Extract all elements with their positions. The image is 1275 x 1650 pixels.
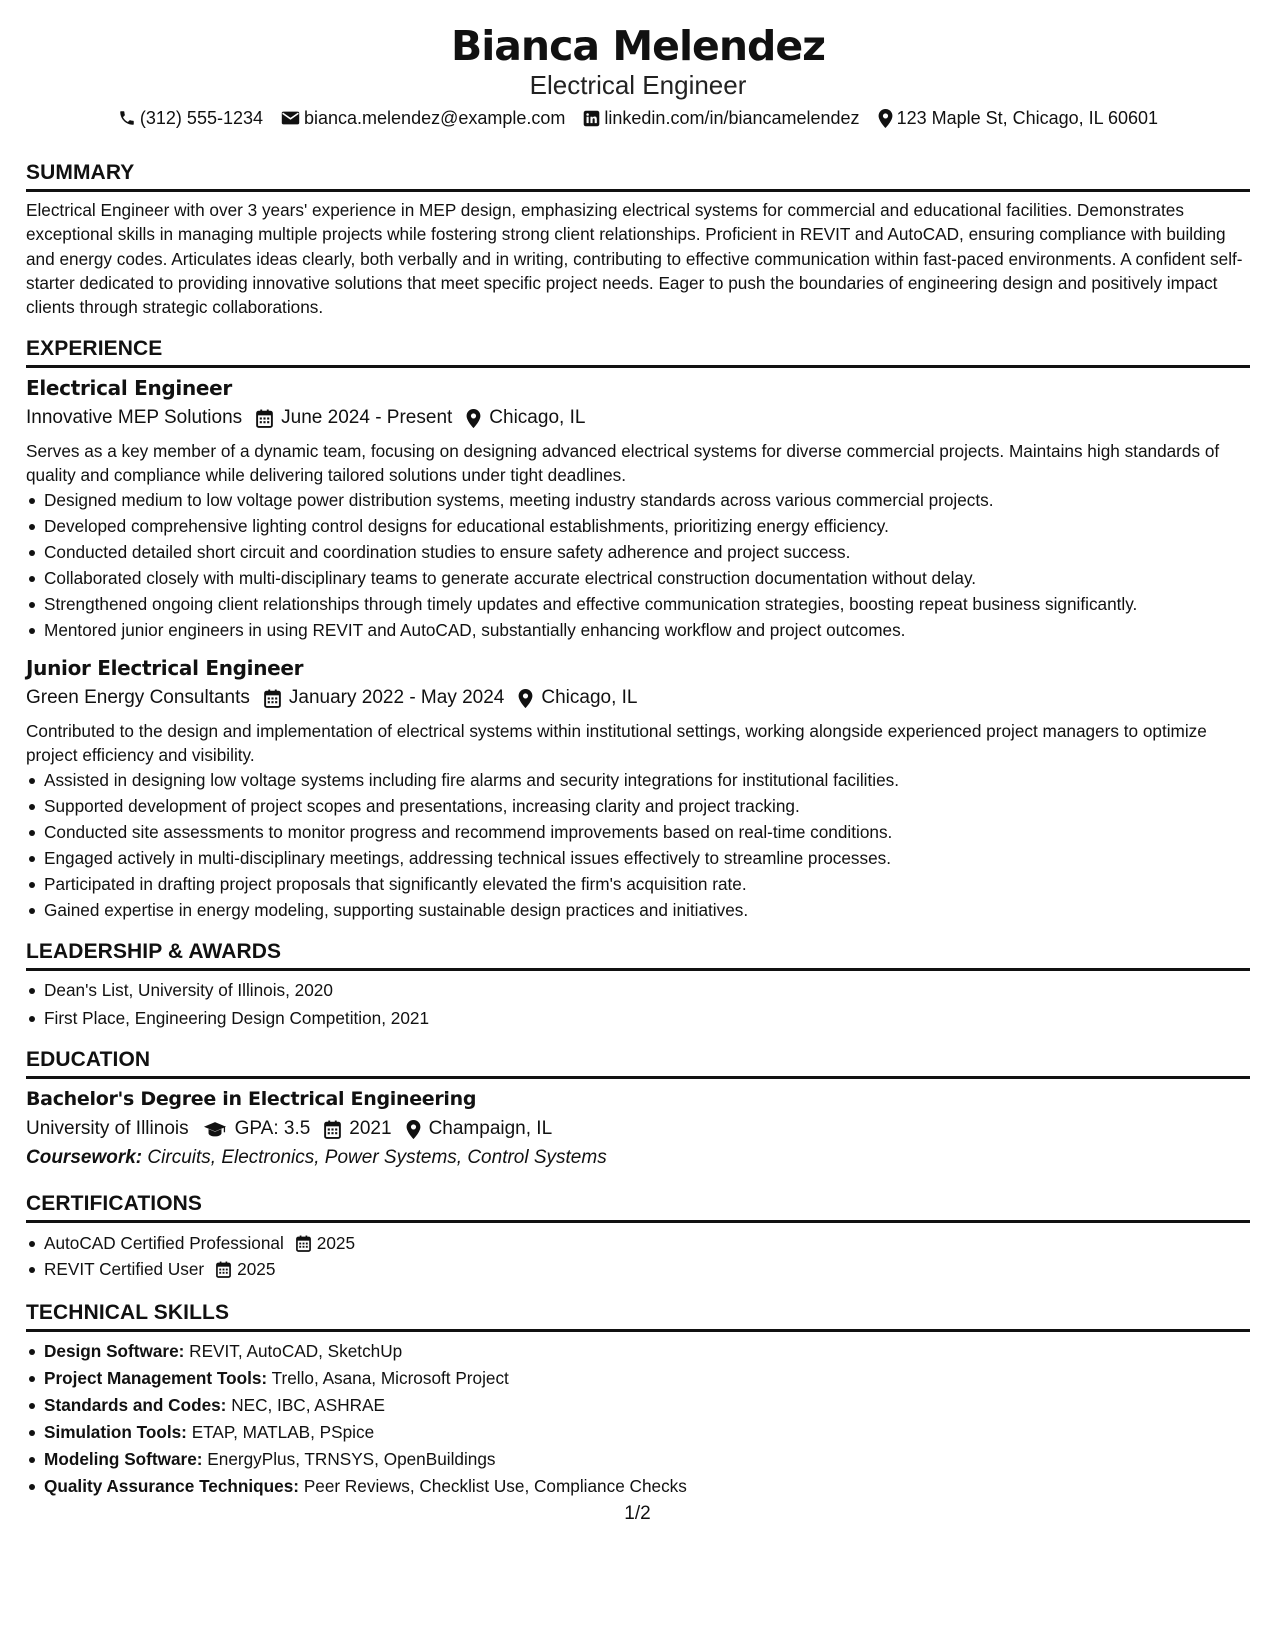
job-meta: [26, 404, 1250, 432]
skill-value: NEC, IBC, ASHRAE: [231, 1395, 385, 1416]
job-entry: [26, 654, 1250, 922]
skill-label: Quality Assurance Techniques:: [44, 1476, 300, 1497]
job-location: Chicago, IL: [541, 687, 638, 709]
cert-name: AutoCAD Certified Professional: [44, 1233, 284, 1254]
graduation-year: 2021: [349, 1118, 392, 1140]
map-pin-icon: [406, 1120, 421, 1139]
skills-section: [26, 1300, 1250, 1498]
list-item: Mentored junior engineers in using REVIT and AutoCAD, substantially enhancing workflow and project outcomes.: [26, 618, 1250, 642]
map-pin-icon: [878, 109, 893, 128]
education-meta: [26, 1115, 1250, 1143]
section-heading: LEADERSHIP & AWARDS: [26, 939, 1250, 971]
graduation-cap-icon: [203, 1121, 227, 1138]
education-entry: [26, 1085, 1250, 1172]
phone-text: (312) 555-1234: [139, 108, 263, 128]
skill-value: ETAP, MATLAB, PSpice: [191, 1422, 375, 1443]
calendar-icon: [324, 1120, 341, 1139]
list-item: [26, 1231, 1250, 1255]
job-entry: [26, 374, 1250, 642]
job-description: Contributed to the design and implementation of electrical systems within institutional settings, working alongside experienced project managers to optimize project efficiency and visibility.: [26, 721, 1207, 766]
leadership-section: [26, 939, 1250, 1030]
job-dates: June 2024 - Present: [281, 407, 453, 429]
section-heading: CERTIFICATIONS: [26, 1191, 1250, 1223]
calendar-icon: [216, 1261, 231, 1278]
map-pin-icon: [466, 409, 481, 428]
list-item: Assisted in designing low voltage systems including fire alarms and security integrations for institutional facilities.: [26, 768, 1250, 792]
contact-bar: [26, 106, 1250, 130]
calendar-icon: [256, 409, 273, 428]
cert-year: 2025: [237, 1259, 276, 1280]
list-item: Conducted site assessments to monitor progress and recommend improvements based on real-time conditions.: [26, 820, 1250, 844]
list-item: [26, 1474, 1250, 1498]
skill-value: Peer Reviews, Checklist Use, Compliance Checks: [303, 1476, 687, 1497]
list-item: Dean's List, University of Illinois, 2020: [26, 978, 1250, 1002]
email-text: bianca.melendez@example.com: [304, 108, 566, 128]
school-location: Champaign, IL: [428, 1118, 553, 1140]
skill-label: Modeling Software:: [44, 1449, 203, 1470]
list-item: Collaborated closely with multi-disciplinary teams to generate accurate electrical construction documentation without delay.: [26, 566, 1250, 590]
job-location: Chicago, IL: [489, 407, 586, 429]
certifications-section: [26, 1191, 1250, 1281]
skill-value: Trello, Asana, Microsoft Project: [271, 1368, 509, 1389]
map-pin-icon: [518, 689, 533, 708]
school-name: University of Illinois: [26, 1118, 189, 1140]
skill-value: EnergyPlus, TRNSYS, OpenBuildings: [207, 1449, 496, 1470]
job-bullets: [26, 768, 1250, 922]
linkedin-text: linkedin.com/in/biancamelendez: [604, 108, 860, 128]
list-item: Conducted detailed short circuit and coordination studies to ensure safety adherence and project success.: [26, 540, 1250, 564]
gpa-text: GPA: 3.5: [234, 1118, 311, 1140]
skills-list: [26, 1339, 1250, 1498]
resume-header: [26, 22, 1250, 130]
list-item: Strengthened ongoing client relationships through timely updates and effective communication strategies, boosting repeat business significantly.: [26, 592, 1250, 616]
list-item: Developed comprehensive lighting control designs for educational establishments, prioritizing energy efficiency.: [26, 514, 1250, 538]
contact-address: [878, 106, 1159, 130]
skill-label: Simulation Tools:: [44, 1422, 187, 1443]
list-item: [26, 1339, 1250, 1363]
job-meta: [26, 684, 1250, 712]
list-item: [26, 1420, 1250, 1444]
section-heading: EXPERIENCE: [26, 336, 1250, 368]
cert-name: REVIT Certified User: [44, 1259, 205, 1280]
page-number: 1/2: [624, 1503, 651, 1524]
list-item: Designed medium to low voltage power distribution systems, meeting industry standards across various commercial projects.: [26, 488, 1250, 512]
education-section: [26, 1047, 1250, 1172]
coursework-line: [26, 1144, 1250, 1172]
awards-list: [26, 978, 1250, 1030]
certifications-list: [26, 1231, 1250, 1281]
job-description: Serves as a key member of a dynamic team, focusing on designing advanced electrical systems for diverse commercial projects. Maintains high standards of quality and compliance while delivering tailored solutions under tight deadlines.: [26, 441, 1220, 486]
company-name: Green Energy Consultants: [26, 687, 250, 709]
summary-text: Electrical Engineer with over 3 years' experience in MEP design, emphasizing electrical systems for commercial and educational facilities. Demonstrates exceptional skills in managing multiple projects while fostering strong client relationships. Proficient in REVIT and AutoCAD, ensuring compliance with building and energy codes. Articulates ideas clearly, both verbally and in writing, contributing to effective communication within fast-paced environments. A confident self-starter dedicated to providing innovative solutions that meet specific project needs. Eager to push the boundaries of engineering design and positively impact clients through strategic collaborations.: [26, 200, 1243, 318]
company-name: Innovative MEP Solutions: [26, 407, 243, 429]
section-heading: EDUCATION: [26, 1047, 1250, 1079]
contact-email[interactable]: [281, 106, 565, 130]
job-title: Junior Electrical Engineer: [26, 656, 304, 681]
address-text: 123 Maple St, Chicago, IL 60601: [896, 108, 1159, 128]
list-item: Participated in drafting project proposals that significantly elevated the firm's acquisition rate.: [26, 872, 1250, 896]
experience-section: [26, 336, 1250, 922]
linkedin-icon: [583, 110, 600, 127]
list-item: [26, 1393, 1250, 1417]
calendar-icon: [264, 689, 281, 708]
list-item: [26, 1257, 1250, 1281]
job-dates: January 2022 - May 2024: [288, 687, 505, 709]
list-item: First Place, Engineering Design Competition, 2021: [26, 1006, 1250, 1030]
summary-section: [26, 160, 1250, 319]
phone-icon: [118, 109, 136, 127]
cert-year: 2025: [316, 1233, 356, 1254]
skill-label: Design Software:: [44, 1341, 185, 1362]
section-heading: SUMMARY: [26, 160, 1250, 192]
list-item: Supported development of project scopes and presentations, increasing clarity and project tracking.: [26, 794, 1250, 818]
contact-linkedin[interactable]: [583, 106, 859, 130]
coursework-label: Coursework:: [26, 1147, 143, 1169]
list-item: Engaged actively in multi-disciplinary meetings, addressing technical issues effectively to streamline processes.: [26, 846, 1250, 870]
resume-page: [26, 22, 1250, 1500]
list-item: [26, 1366, 1250, 1390]
section-heading: TECHNICAL SKILLS: [26, 1300, 1250, 1332]
candidate-role: Electrical Engineer: [529, 70, 747, 100]
skill-value: REVIT, AutoCAD, SketchUp: [189, 1341, 403, 1362]
contact-phone[interactable]: [118, 106, 263, 130]
job-title: Electrical Engineer: [26, 376, 232, 401]
skill-label: Standards and Codes:: [44, 1395, 227, 1416]
candidate-name: Bianca Melendez: [450, 22, 826, 70]
degree-title: Bachelor's Degree in Electrical Engineering: [26, 1088, 477, 1111]
envelope-icon: [281, 110, 300, 126]
list-item: [26, 1447, 1250, 1471]
skill-label: Project Management Tools:: [44, 1368, 268, 1389]
job-bullets: [26, 488, 1250, 642]
coursework-text: Circuits, Electronics, Power Systems, Control Systems: [147, 1147, 607, 1169]
calendar-icon: [296, 1235, 311, 1252]
list-item: Gained expertise in energy modeling, supporting sustainable design practices and initiatives.: [26, 898, 1250, 922]
